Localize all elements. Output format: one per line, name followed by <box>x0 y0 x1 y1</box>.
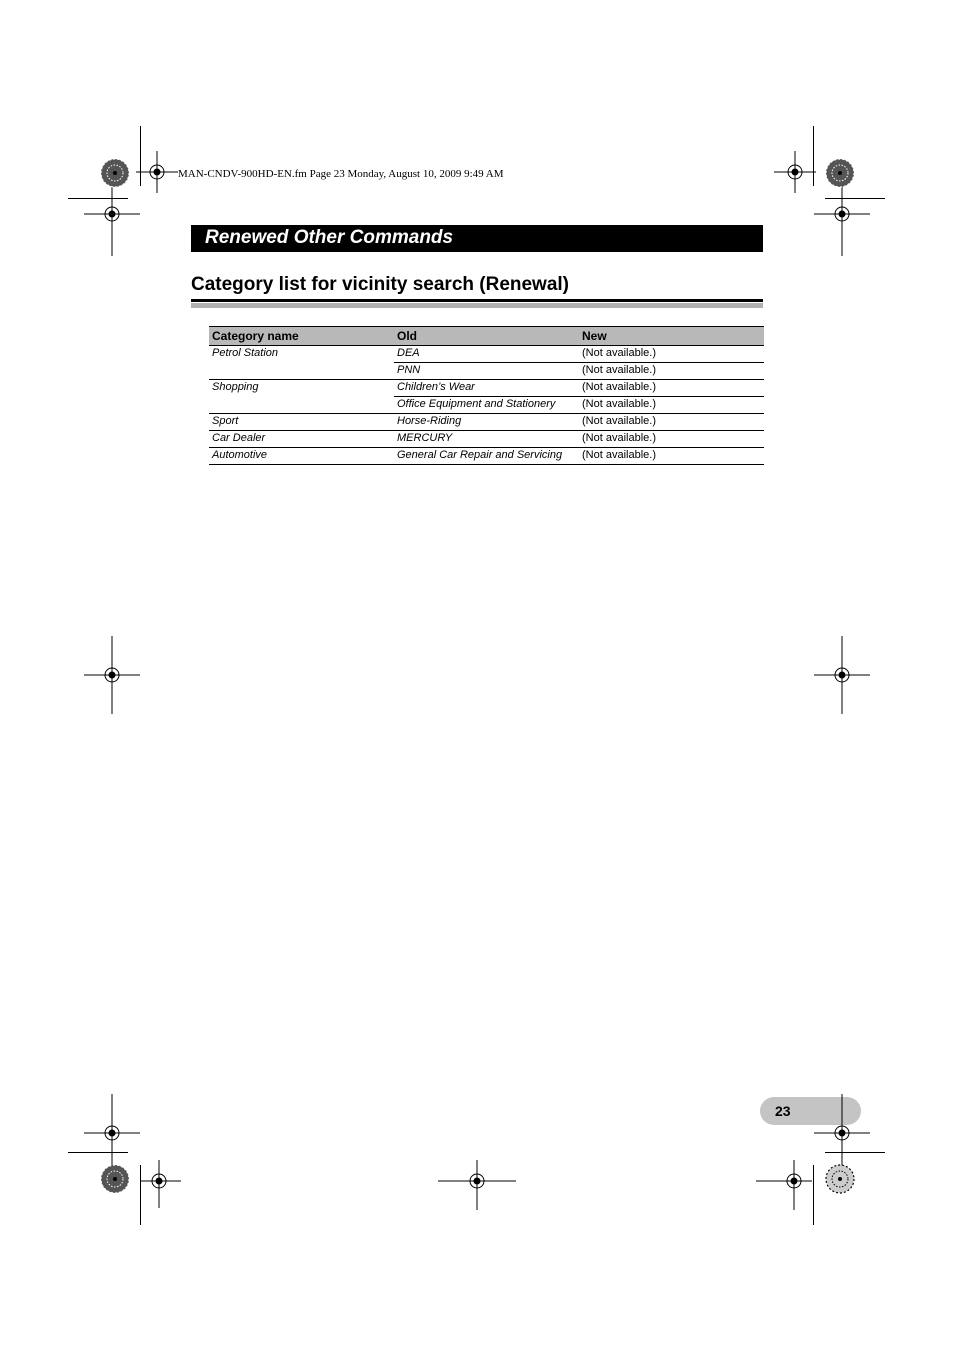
star-target-icon <box>825 1164 855 1194</box>
new-cell: (Not available.) <box>582 347 656 359</box>
registration-mark-icon <box>84 176 140 256</box>
category-cell <box>209 397 394 414</box>
registration-mark-icon <box>84 636 140 714</box>
table-row <box>209 380 764 397</box>
heading-rule <box>191 299 763 302</box>
old-cell: Horse-Riding <box>394 414 579 431</box>
table-row <box>209 363 764 380</box>
category-cell: Petrol Station <box>212 347 279 359</box>
old-cell: DEA <box>397 347 420 359</box>
old-cell: PNN <box>394 363 579 380</box>
registration-mark-icon <box>438 1160 516 1210</box>
table-row <box>209 414 764 431</box>
star-target-icon <box>100 1164 130 1194</box>
old-cell: Office Equipment and Stationery <box>394 397 579 414</box>
category-cell: Shopping <box>209 380 394 397</box>
registration-mark-icon <box>756 1160 812 1210</box>
table-row <box>209 431 764 448</box>
table-row <box>209 346 764 363</box>
new-cell: (Not available.) <box>579 414 764 431</box>
new-cell: (Not available.) <box>579 448 764 465</box>
registration-mark-icon <box>774 151 816 193</box>
file-info-header: MAN-CNDV-900HD-EN.fm Page 23 Monday, August 10, 2009 9:49 AM <box>178 168 504 180</box>
registration-mark-icon <box>814 176 870 256</box>
old-cell: General Car Repair and Servicing <box>394 448 579 465</box>
new-cell: (Not available.) <box>579 380 764 397</box>
category-cell <box>209 363 394 380</box>
registration-mark-icon <box>84 1094 140 1172</box>
old-cell: MERCURY <box>394 431 579 448</box>
category-cell: Sport <box>209 414 394 431</box>
star-target-icon <box>825 158 855 188</box>
column-header-new: New <box>579 327 764 346</box>
registration-mark-icon <box>814 636 870 714</box>
registration-mark-icon <box>814 1094 870 1172</box>
crop-mark-line <box>813 1165 814 1225</box>
section-banner-title: Renewed Other Commands <box>205 227 454 248</box>
page-number: 23 <box>775 1103 791 1119</box>
column-header-category: Category name <box>209 327 394 346</box>
page-subheading: Category list for vicinity search (Renewal) <box>191 274 570 295</box>
column-header-old: Old <box>394 327 579 346</box>
new-cell: (Not available.) <box>579 397 764 414</box>
heading-rule-shade <box>191 303 763 308</box>
table-header-row <box>209 327 764 346</box>
registration-mark-icon <box>136 151 178 193</box>
table-row <box>209 448 764 465</box>
category-table <box>209 326 764 465</box>
table-row <box>209 397 764 414</box>
section-banner <box>191 225 763 252</box>
category-cell: Car Dealer <box>209 431 394 448</box>
new-cell: (Not available.) <box>579 431 764 448</box>
star-target-icon <box>100 158 130 188</box>
category-cell: Automotive <box>209 448 394 465</box>
new-cell: (Not available.) <box>579 363 764 380</box>
old-cell: Children’s Wear <box>394 380 579 397</box>
registration-mark-icon <box>141 1160 181 1208</box>
